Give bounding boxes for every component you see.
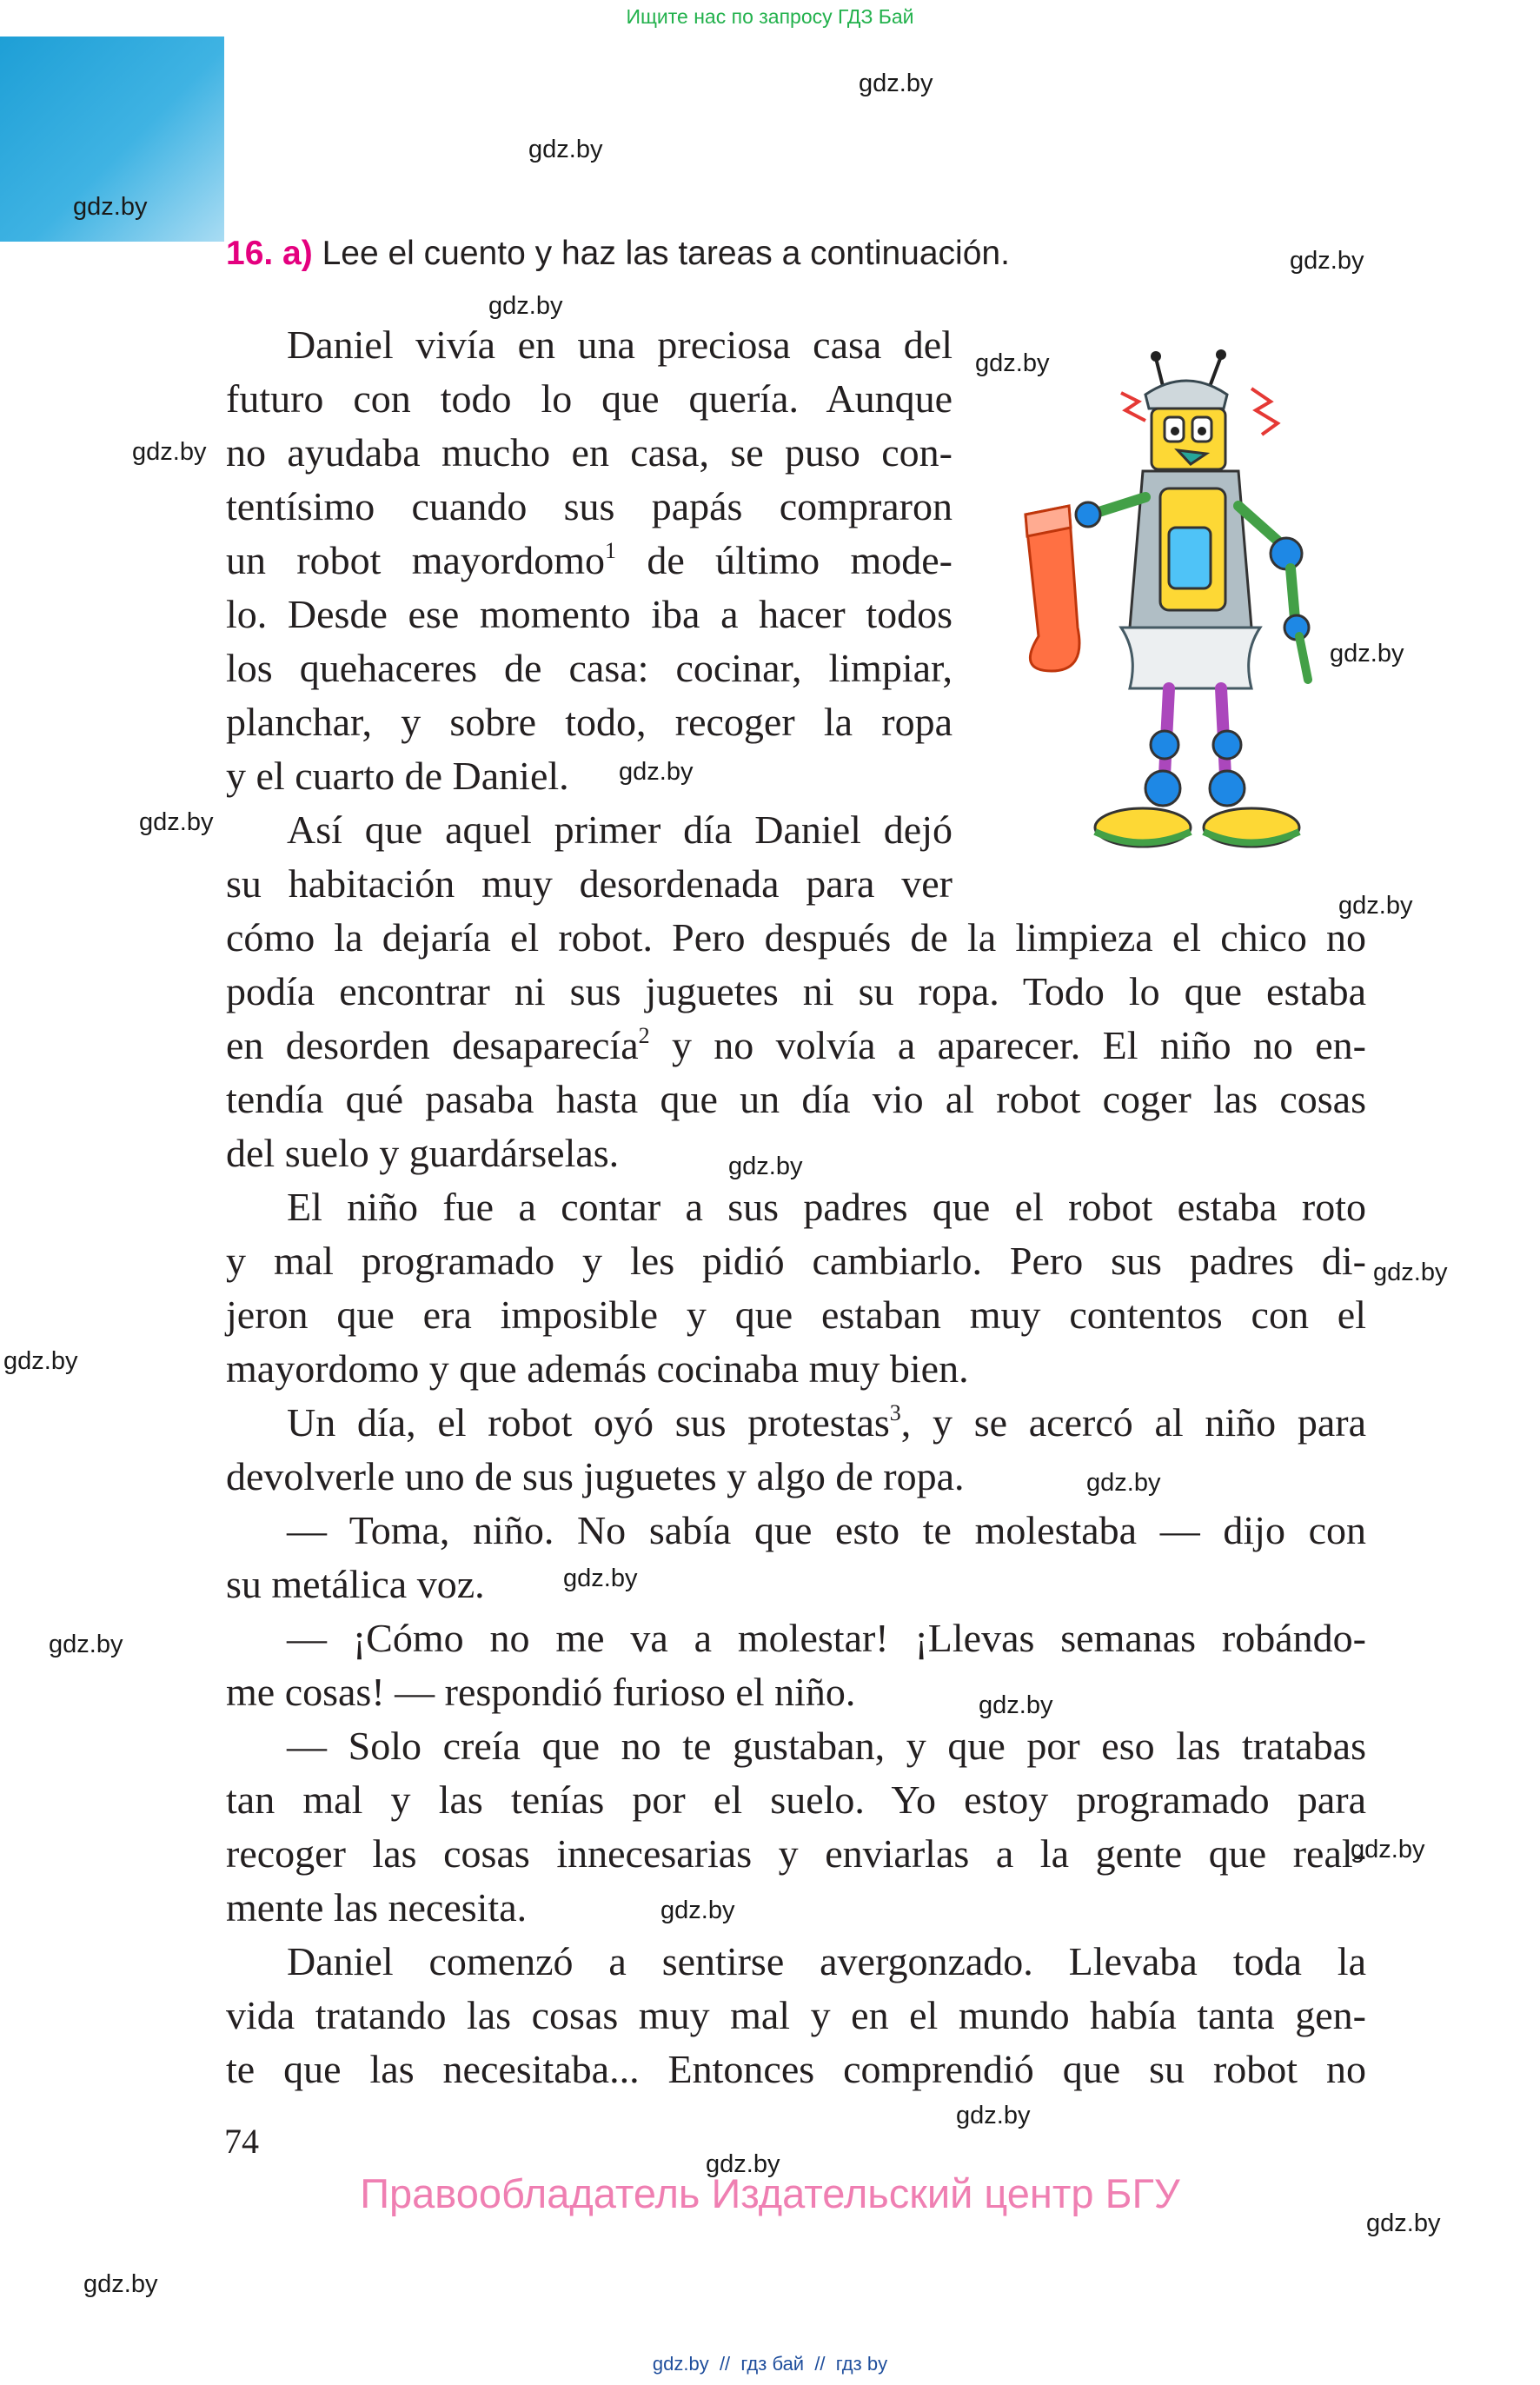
robot-illustration	[991, 341, 1373, 897]
watermark: gdz.by	[528, 136, 603, 163]
task-instruction: Lee el cuento y haz las tareas a continuación.	[322, 235, 1010, 272]
watermark: gdz.by	[619, 758, 694, 786]
watermark: gdz.by	[83, 2270, 158, 2298]
footnote-mark: 2	[638, 1023, 650, 1048]
story-line: Daniel comenzó a sentirse avergonzado. Llevaba toda la	[287, 1939, 1366, 1983]
story-line: vida tratando las cosas muy mal y en el mundo había tanta gen-	[226, 1993, 1366, 2037]
story-line: jeron que era imposible y que estaban muy contentos con el	[226, 1292, 1366, 1337]
story-line: y el cuarto de Daniel.	[226, 754, 569, 798]
watermark: gdz.by	[706, 2150, 780, 2178]
story-fragment: y no volvía a aparecer. El niño no en-	[649, 1023, 1366, 1067]
watermark: gdz.by	[73, 193, 148, 221]
watermark: gdz.by	[1351, 1836, 1425, 1863]
story-line: devolverle uno de sus juguetes y algo de ropa.	[226, 1454, 965, 1498]
watermark: gdz.by	[132, 438, 207, 466]
watermark: gdz.by	[1366, 2209, 1441, 2237]
story-line: y mal programado y les pidió cambiarlo. Pero sus padres di-	[226, 1239, 1366, 1283]
watermark: gdz.by	[1086, 1469, 1161, 1497]
story-line: tan mal y las tenías por el suelo. Yo estoy programado para	[226, 1777, 1366, 1822]
story-line: recoger las cosas innecesarias y enviarlas a la gente que real-	[226, 1831, 1366, 1876]
page-number: 74	[224, 2122, 259, 2161]
watermark: gdz.by	[660, 1897, 735, 1924]
watermark: gdz.by	[728, 1153, 803, 1180]
story-fragment: Un día, el robot oyó sus protestas	[287, 1400, 890, 1445]
task-heading	[226, 235, 1010, 273]
footnote-mark: 1	[605, 538, 617, 563]
story-line	[226, 1396, 1366, 1450]
story-line: El niño fue a contar a sus padres que el robot estaba roto	[287, 1185, 1366, 1229]
story-line: no ayudaba mucho en casa, se puso con-	[226, 430, 953, 475]
story-line: del suelo y guardárselas.	[226, 1131, 620, 1175]
watermark: gdz.by	[979, 1691, 1053, 1719]
story-fragment: de último mode-	[616, 538, 953, 582]
story-line: su metálica voz.	[226, 1562, 485, 1606]
footer-links[interactable]: gdz.by // гдз бай // гдз by	[652, 2353, 888, 2375]
story-line: te que las necesitaba... Entonces comprendió que su robot no	[226, 2047, 1366, 2091]
story-line	[226, 534, 953, 588]
watermark: gdz.by	[563, 1565, 638, 1592]
story-line: futuro con todo lo que quería. Aunque	[226, 376, 953, 421]
story-line	[226, 1019, 1366, 1073]
story-line: mente las necesita.	[226, 1885, 528, 1930]
story-line: Daniel vivía en una preciosa casa del	[287, 322, 953, 367]
story-fragment: un robot mayordomo	[226, 538, 606, 582]
footnote-mark: 3	[889, 1400, 901, 1425]
watermark: gdz.by	[3, 1347, 78, 1375]
story-fragment: en desorden desaparecía	[226, 1023, 639, 1067]
watermark: gdz.by	[956, 2102, 1031, 2129]
story-line: — Toma, niño. No sabía que esto te molestaba — dijo con	[287, 1508, 1366, 1552]
story-line: tentísimo cuando sus papás compraron	[226, 484, 953, 528]
story-line: su habitación muy desordenada para ver	[226, 861, 953, 906]
story-line: lo. Desde ese momento iba a hacer todos	[226, 592, 953, 636]
rights-holder-line: Правообладатель Издательский центр БГУ	[360, 2170, 1180, 2216]
watermark: gdz.by	[1290, 247, 1364, 275]
story-line: los quehaceres de casa: cocinar, limpiar,	[226, 646, 953, 690]
task-number: 16. a)	[226, 235, 313, 272]
top-banner: Ищите нас по запросу ГДЗ Бай	[626, 5, 914, 28]
watermark: gdz.by	[975, 349, 1050, 377]
watermark: gdz.by	[1330, 640, 1404, 668]
story-line: mayordomo y que además cocinaba muy bien.	[226, 1346, 969, 1391]
watermark: gdz.by	[1373, 1259, 1448, 1286]
story-line: cómo la dejaría el robot. Pero después de la limpieza el chico no	[226, 915, 1366, 960]
story-line: tendía qué pasaba hasta que un día vio al robot coger las cosas	[226, 1077, 1366, 1121]
story-fragment: , y se acercó al niño para	[900, 1400, 1366, 1445]
story-line: — Solo creía que no te gustaban, y que por eso las tratabas	[287, 1724, 1366, 1768]
watermark: gdz.by	[139, 808, 214, 836]
watermark: gdz.by	[1338, 892, 1413, 920]
watermark: gdz.by	[859, 70, 933, 97]
story-line: podía encontrar ni sus juguetes ni su ropa. Todo lo que estaba	[226, 969, 1366, 1013]
story-line: me cosas! — respondió furioso el niño.	[226, 1670, 856, 1714]
watermark: gdz.by	[49, 1631, 123, 1658]
watermark: gdz.by	[488, 292, 563, 320]
story-line: planchar, y sobre todo, recoger la ropa	[226, 700, 953, 744]
story-line: — ¡Cómo no me va a molestar! ¡Llevas semanas robándo-	[287, 1616, 1366, 1660]
story-line: Así que aquel primer día Daniel dejó	[287, 807, 953, 852]
